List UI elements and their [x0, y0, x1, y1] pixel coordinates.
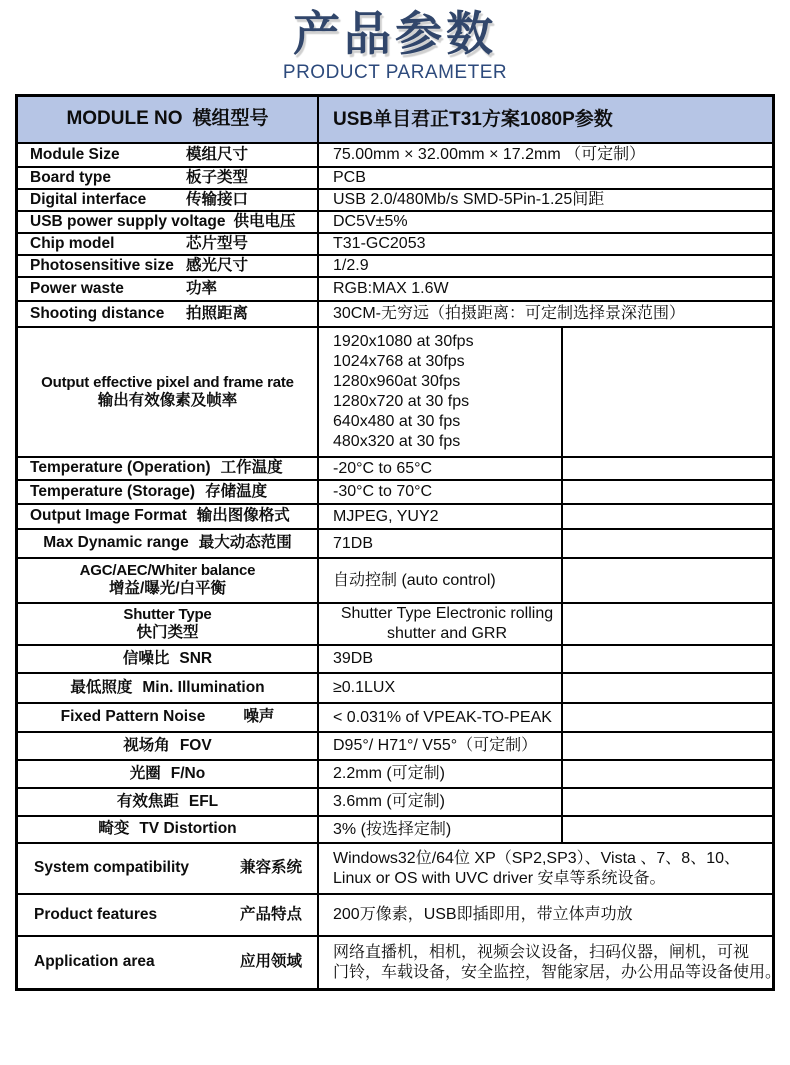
- param-label-part: 光圈: [129, 764, 161, 782]
- param-label: [18, 761, 319, 787]
- param-label-part: F/No: [170, 764, 206, 782]
- param-label-part: Module Size: [30, 145, 120, 163]
- param-value: [319, 144, 772, 166]
- param-label-part: SNR: [179, 649, 213, 667]
- param-label: [18, 458, 319, 479]
- param-value-line: DC5V±5%: [333, 213, 408, 230]
- param-row: [18, 602, 772, 644]
- param-value-line: shutter and GRR: [386, 625, 508, 642]
- param-value-line: < 0.031% of VPEAK-TO-PEAK: [333, 708, 552, 726]
- param-label-part: Product features: [34, 905, 158, 923]
- page-header: [0, 0, 790, 94]
- page-title: 产品参数: [293, 7, 497, 60]
- param-empty-cell: [561, 458, 772, 479]
- param-label-part: Output Image Format: [30, 507, 187, 525]
- param-empty-cell: [561, 530, 772, 557]
- param-label-part: FOV: [179, 736, 212, 754]
- param-value: [319, 646, 561, 672]
- param-row: [18, 300, 772, 326]
- param-value-line: 网络直播机，相机，视频会议设备，扫码仪器，闸机，可视: [333, 943, 750, 961]
- param-value-line: 1280x720 at 30 fps: [333, 393, 470, 410]
- param-label-part: 兼容系统: [240, 859, 303, 877]
- param-row: [18, 893, 772, 935]
- param-value-line: 71DB: [333, 534, 374, 552]
- param-empty-cell: [561, 761, 772, 787]
- param-value-line: 39DB: [333, 650, 374, 667]
- param-label: [18, 168, 319, 188]
- param-value: [319, 234, 772, 254]
- param-label: [18, 895, 319, 935]
- param-value: [319, 559, 561, 602]
- param-label: [18, 789, 319, 815]
- param-label-part: 畸变: [98, 820, 130, 838]
- param-value: [319, 190, 772, 210]
- param-label-part: 工作温度: [220, 459, 283, 477]
- param-row: [18, 254, 772, 276]
- param-value-line: USB 2.0/480Mb/s SMD-5Pin-1.25间距: [333, 191, 605, 208]
- param-value-line: PCB: [333, 169, 366, 186]
- param-label-part: 芯片型号: [186, 234, 249, 252]
- param-empty-cell: [561, 604, 772, 644]
- param-label-part: 最低照度: [70, 678, 133, 696]
- table-header-label-en: MODULE NO: [66, 108, 183, 130]
- param-empty-cell: [561, 328, 772, 456]
- param-value: [319, 530, 561, 557]
- param-label-part: 感光尺寸: [186, 256, 249, 274]
- param-value: [319, 481, 561, 503]
- param-value-line: 自动控制 (auto control): [333, 571, 496, 589]
- param-label-part: Board type: [30, 168, 111, 186]
- param-label-part: 模组尺寸: [186, 145, 249, 163]
- param-value-line: 2.2mm (可定制): [333, 765, 446, 782]
- param-empty-cell: [561, 646, 772, 672]
- param-value: [319, 256, 772, 276]
- table-header-label-zh: 模组型号: [192, 108, 269, 130]
- param-row: [18, 210, 772, 232]
- param-row: [18, 842, 772, 893]
- param-label: [18, 190, 319, 210]
- param-value: [319, 302, 772, 326]
- param-label-part: Power waste: [30, 279, 124, 297]
- param-row: [18, 759, 772, 787]
- param-label-part: 供电电压: [233, 212, 296, 230]
- param-label: [18, 328, 319, 456]
- param-value-line: D95°/ H71°/ V55°（可定制）: [333, 737, 538, 754]
- param-row: [18, 644, 772, 672]
- param-label: [18, 234, 319, 254]
- param-label: [18, 212, 319, 232]
- param-row: [18, 166, 772, 188]
- param-value: [319, 844, 772, 893]
- param-row: [18, 731, 772, 759]
- page-subtitle: PRODUCT PARAMETER: [282, 62, 508, 84]
- param-label-part: System compatibility: [34, 859, 190, 877]
- param-label: [18, 278, 319, 300]
- param-row: [18, 276, 772, 300]
- param-label: [18, 844, 319, 893]
- param-value-line: 480x320 at 30 fps: [333, 433, 461, 450]
- param-empty-cell: [561, 559, 772, 602]
- param-label-part: AGC/AEC/Whiter balance: [79, 562, 256, 580]
- param-label-part: USB power supply voltage: [30, 212, 226, 230]
- param-value-line: RGB:MAX 1.6W: [333, 280, 449, 297]
- param-label-part: 传输接口: [186, 190, 249, 208]
- param-label: [18, 256, 319, 276]
- param-value: [319, 937, 785, 988]
- param-label-part: 增益/曝光/白平衡: [108, 580, 227, 598]
- param-label-part: 存储温度: [205, 482, 268, 500]
- param-row: [18, 188, 772, 210]
- param-label: [18, 481, 319, 503]
- param-label-part: 功率: [186, 279, 218, 297]
- param-value-line: 门铃，车载设备，安全监控，智能家居，办公用品等设备使用。: [333, 963, 782, 981]
- param-value-line: -20°C to 65°C: [333, 459, 433, 477]
- param-row: [18, 528, 772, 557]
- param-label-part: 应用领域: [240, 953, 303, 971]
- table-header-value: USB单目君正T31方案1080P参数: [333, 108, 613, 130]
- param-label: [18, 302, 319, 326]
- param-row: [18, 326, 772, 456]
- param-value: [319, 817, 561, 842]
- product-parameter-table: [15, 94, 782, 991]
- param-value: [319, 704, 561, 731]
- param-value: [319, 604, 561, 644]
- param-label-part: 输出图像格式: [196, 507, 290, 525]
- param-value-line: 3.6mm (可定制): [333, 793, 446, 810]
- param-row: [18, 672, 772, 702]
- param-label: [18, 505, 319, 528]
- param-label-part: Shutter Type: [123, 605, 212, 623]
- param-row: [18, 142, 772, 166]
- param-label-part: 快门类型: [136, 623, 199, 641]
- table-body: [18, 142, 782, 988]
- param-label-part: Fixed Pattern Noise: [60, 708, 206, 726]
- param-label-part: Max Dynamic range: [43, 534, 189, 552]
- param-value-line: 640x480 at 30 fps: [333, 413, 461, 430]
- param-label-part: 产品特点: [240, 905, 303, 923]
- param-label-part: 视场角: [123, 736, 170, 754]
- param-row: [18, 479, 772, 503]
- param-value: [319, 761, 561, 787]
- param-value: [319, 733, 561, 759]
- param-label: [18, 733, 319, 759]
- param-value-line: ≥0.1LUX: [333, 679, 396, 696]
- param-label-part: 最大动态范围: [198, 534, 292, 552]
- param-label-part: 拍照距离: [186, 304, 249, 322]
- param-label-part: Shooting distance: [30, 304, 165, 322]
- param-label-part: Temperature (Operation): [30, 459, 211, 477]
- param-label: [18, 646, 319, 672]
- param-label-part: 有效焦距: [116, 792, 179, 810]
- param-value-line: 1024x768 at 30fps: [333, 353, 465, 370]
- param-row: [18, 815, 772, 842]
- param-value-line: 1/2.9: [333, 257, 369, 274]
- param-label: [18, 144, 319, 166]
- param-label-part: 噪声: [243, 708, 275, 726]
- param-row: [18, 557, 772, 602]
- param-empty-cell: [561, 704, 772, 731]
- param-label-part: Min. Illumination: [142, 678, 265, 696]
- param-value: [319, 212, 772, 232]
- param-value-line: -30°C to 70°C: [333, 483, 433, 500]
- param-value-line: Linux or OS with UVC driver 安卓等系统设备。: [333, 869, 666, 887]
- param-value-line: 1280x960at 30fps: [333, 373, 461, 390]
- param-label-part: EFL: [188, 792, 219, 810]
- param-value-line: 3% (按选择定制): [333, 820, 452, 838]
- param-value: [319, 458, 561, 479]
- param-empty-cell: [561, 481, 772, 503]
- param-label-part: Digital interface: [30, 190, 147, 208]
- table-header-label: [18, 97, 319, 142]
- param-empty-cell: [561, 505, 772, 528]
- param-label-part: 信噪比: [122, 649, 170, 667]
- param-label: [18, 704, 319, 731]
- param-row: [18, 456, 772, 479]
- param-value: [319, 278, 772, 300]
- param-empty-cell: [561, 733, 772, 759]
- param-value: [319, 674, 561, 702]
- param-value-line: MJPEG, YUY2: [333, 507, 439, 525]
- param-row: [18, 702, 772, 731]
- param-value: [319, 328, 561, 456]
- param-label: [18, 559, 319, 602]
- param-value: [319, 895, 772, 935]
- param-label: [18, 674, 319, 702]
- param-value-line: 75.00mm × 32.00mm × 17.2mm （可定制）: [333, 146, 646, 163]
- param-empty-cell: [561, 817, 772, 842]
- param-label-part: Photosensitive size: [30, 256, 174, 274]
- param-label-part: TV Distortion: [139, 820, 237, 838]
- param-value: [319, 168, 772, 188]
- param-row: [18, 935, 782, 988]
- param-value-line: 1920x1080 at 30fps: [333, 333, 474, 350]
- param-value-line: T31-GC2053: [333, 235, 426, 252]
- param-label-part: 板子类型: [186, 168, 249, 186]
- param-label-part: Application area: [34, 953, 155, 971]
- param-value-line: Windows32位/64位 XP（SP2,SP3）、Vista 、7、8、10、: [333, 849, 740, 867]
- param-value-line: Shutter Type Electronic rolling: [340, 605, 554, 622]
- table-header-row: [18, 97, 772, 142]
- param-value: [319, 505, 561, 528]
- param-label-part: Chip model: [30, 234, 115, 252]
- param-row: [18, 232, 772, 254]
- param-label: [18, 817, 319, 842]
- param-row: [18, 503, 772, 528]
- param-empty-cell: [561, 674, 772, 702]
- param-label: [18, 530, 319, 557]
- param-label: [18, 937, 319, 988]
- param-row: [18, 787, 772, 815]
- param-value: [319, 789, 561, 815]
- param-label: [18, 604, 319, 644]
- param-label-part: Output effective pixel and frame rate: [41, 373, 294, 391]
- param-value-line: 30CM-无穷远（拍摄距离：可定制选择景深范围）: [333, 305, 686, 322]
- param-empty-cell: [561, 789, 772, 815]
- param-label-part: Temperature (Storage): [30, 482, 196, 500]
- param-label-part: 输出有效像素及帧率: [97, 391, 238, 409]
- param-value-line: 200万像素，USB即插即用，带立体声功放: [333, 906, 633, 923]
